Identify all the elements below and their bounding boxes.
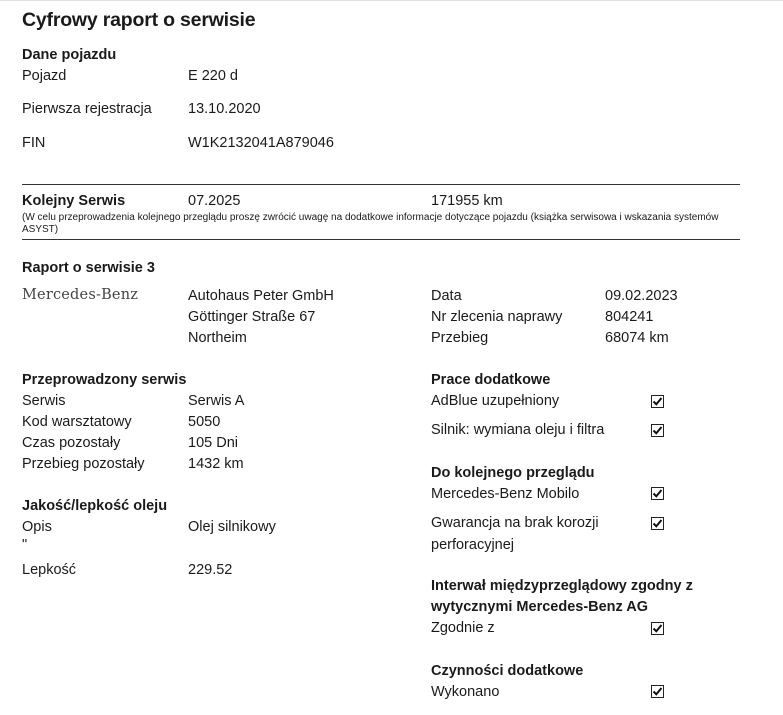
oil-quote-mark: " — [22, 537, 28, 553]
next-service-date: 07.2025 — [188, 193, 241, 209]
mobilo-checkbox-icon[interactable] — [651, 487, 664, 500]
corrosion-warranty-label-line1: Gwarancja na brak korozji — [431, 515, 599, 531]
order-number-value: 804241 — [605, 309, 654, 325]
interval-heading-line1: Interwał międzyprzeglądowy zgodny z — [431, 578, 693, 594]
vehicle-label: Pojazd — [22, 68, 67, 84]
page-title: Cyfrowy raport o serwisie — [22, 9, 256, 31]
adblue-label: AdBlue uzupełniony — [431, 393, 560, 409]
date-label: Data — [431, 288, 462, 304]
order-number-label: Nr zlecenia naprawy — [431, 309, 563, 325]
dealer-street: Göttinger Straße 67 — [188, 309, 316, 325]
next-service-note: (W celu przeprowadzenia kolejnego przeglądu proszę zwrócić uwagę na dodatkowe informacje dotyczące pojazdu (książka serwisowa i wskazania systemów ASYST) — [22, 212, 719, 235]
performed-label: Wykonano — [431, 684, 500, 700]
workshop-code-value: 5050 — [188, 414, 221, 430]
additional-heading: Czynności dodatkowe — [431, 663, 584, 679]
oil-change-label: Silnik: wymiana oleju i filtra — [431, 422, 605, 438]
viscosity-value: 229.52 — [188, 562, 233, 578]
time-remaining-value: 105 Dni — [188, 435, 238, 451]
divider-bottom — [22, 239, 740, 240]
corrosion-warranty-checkbox-icon[interactable] — [651, 517, 664, 530]
mercedes-benz-logo: Mercedes-Benz — [22, 287, 139, 303]
fin-value: W1K2132041A879046 — [188, 135, 334, 151]
fin-label: FIN — [22, 135, 46, 151]
performed-service-heading: Przeprowadzony serwis — [22, 372, 187, 388]
date-value: 09.02.2023 — [605, 288, 678, 304]
dealer-city: Northeim — [188, 330, 247, 346]
service-value: Serwis A — [188, 393, 245, 409]
mileage-remaining-value: 1432 km — [188, 456, 244, 472]
next-service-mileage: 171955 km — [431, 193, 503, 209]
time-remaining-label: Czas pozostały — [22, 435, 121, 451]
interval-heading-line2: wytycznymi Mercedes-Benz AG — [431, 599, 649, 615]
next-service-label: Kolejny Serwis — [22, 193, 126, 209]
next-inspection-heading: Do kolejnego przeglądu — [431, 465, 595, 481]
corrosion-warranty-label-line2: perforacyjnej — [431, 537, 515, 553]
compliant-checkbox-icon[interactable] — [651, 622, 664, 635]
top-border — [0, 0, 783, 1]
mobilo-label: Mercedes-Benz Mobilo — [431, 486, 580, 502]
extra-work-heading: Prace dodatkowe — [431, 372, 551, 388]
compliant-label: Zgodnie z — [431, 620, 495, 636]
mileage-remaining-label: Przebieg pozostały — [22, 456, 145, 472]
performed-checkbox-icon[interactable] — [651, 685, 664, 698]
mileage-value: 68074 km — [605, 330, 669, 346]
first-registration-value: 13.10.2020 — [188, 101, 261, 117]
report-heading: Raport o serwisie 3 — [22, 260, 155, 276]
oil-heading: Jakość/lepkość oleju — [22, 498, 168, 514]
viscosity-label: Lepkość — [22, 562, 77, 578]
vehicle-heading: Dane pojazdu — [22, 47, 117, 63]
workshop-code-label: Kod warsztatowy — [22, 414, 132, 430]
adblue-checkbox-icon[interactable] — [651, 395, 664, 408]
divider-top — [22, 184, 740, 185]
oil-change-checkbox-icon[interactable] — [651, 424, 664, 437]
oil-description-label: Opis — [22, 519, 52, 535]
mileage-label: Przebieg — [431, 330, 489, 346]
oil-description-value: Olej silnikowy — [188, 519, 276, 535]
dealer-name: Autohaus Peter GmbH — [188, 288, 334, 304]
vehicle-value: E 220 d — [188, 68, 238, 84]
first-registration-label: Pierwsza rejestracja — [22, 101, 152, 117]
service-label: Serwis — [22, 393, 66, 409]
